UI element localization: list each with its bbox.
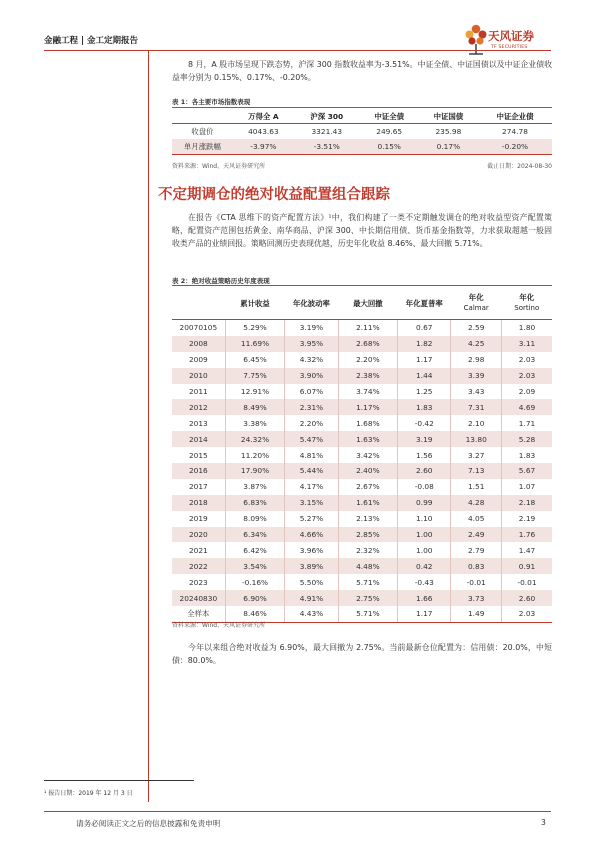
header-main: 累计收益 xyxy=(240,298,270,308)
table-cell: 3.11 xyxy=(502,336,552,352)
table-cell: 2.20% xyxy=(285,415,338,431)
table-cell: 4.69 xyxy=(502,399,552,415)
table-row xyxy=(172,415,552,431)
table-cell: 1.83 xyxy=(502,447,552,463)
table-cell: 8.09% xyxy=(225,511,285,527)
table-cell: -3.51% xyxy=(294,139,360,155)
table-cell: 3.15% xyxy=(285,495,338,511)
table-cell: 2.03 xyxy=(502,352,552,368)
table-cell: 2023 xyxy=(188,577,208,587)
table-cell: -0.42 xyxy=(398,415,451,431)
table-cell: 274.78 xyxy=(502,127,528,136)
strategy-performance-table xyxy=(172,287,552,623)
table-cell: 3.19 xyxy=(398,431,451,447)
table-cell: 2.38% xyxy=(338,368,398,384)
table-row xyxy=(172,574,552,590)
table-cell: 1.17% xyxy=(338,399,398,415)
table-cell: 1.44 xyxy=(398,368,451,384)
table1-header-cell: 中证国债 xyxy=(419,109,478,124)
header-main: 最大回撤 xyxy=(353,298,383,308)
table-row xyxy=(172,139,552,155)
table-cell: 4.66% xyxy=(285,527,338,543)
table-cell: 2.11% xyxy=(338,320,398,336)
table-cell: 2.40% xyxy=(338,463,398,479)
table-cell: 1.61% xyxy=(338,495,398,511)
table-cell: 2.20% xyxy=(338,352,398,368)
table2-header-cell xyxy=(172,287,225,320)
data-cutoff-date: 截止日期：2024-08-30 xyxy=(487,163,552,170)
table-row xyxy=(172,399,552,415)
table-cell: 2009 xyxy=(188,355,208,365)
table-cell: 2.68% xyxy=(338,336,398,352)
table-row xyxy=(172,495,552,511)
table-cell: 2022 xyxy=(172,558,225,574)
table-cell: 17.90% xyxy=(225,463,285,479)
table-row xyxy=(172,352,552,368)
table-cell: 20070105 xyxy=(179,323,218,333)
table-row xyxy=(172,527,552,543)
table-cell: 1.49 xyxy=(451,606,502,622)
table-cell: 2.18 xyxy=(502,495,552,511)
footnote: ¹ 报告日期：2019 年 12 月 3 日 xyxy=(44,790,133,797)
header-main: 年化夏普率 xyxy=(405,298,443,308)
table-cell: 全样本 xyxy=(172,606,225,622)
table-cell: 20240830 xyxy=(172,590,225,606)
table-cell: 11.20% xyxy=(225,447,285,463)
table-cell: 2.60 xyxy=(502,590,552,606)
table-row xyxy=(172,542,552,558)
table-cell: 3.27 xyxy=(451,447,502,463)
table-cell: 收盘价 xyxy=(191,127,214,136)
table-cell: 2.03 xyxy=(502,606,552,622)
header-sub: Calmar xyxy=(463,304,489,312)
table-cell: 1.71 xyxy=(502,415,552,431)
table-cell: 2015 xyxy=(188,450,208,460)
table-cell: 1.00 xyxy=(398,542,451,558)
table-cell: 2.13% xyxy=(338,511,398,527)
report-header: 金融工程 | 金工定期报告 xyxy=(44,36,139,46)
position-summary-paragraph xyxy=(172,641,552,667)
table-cell: 0.67 xyxy=(398,320,451,336)
table2-caption-rule xyxy=(172,285,552,286)
table2-header-cell xyxy=(502,287,552,320)
page-number: 3 xyxy=(541,818,546,827)
table-cell: 5.28 xyxy=(502,431,552,447)
table-cell: 2.09 xyxy=(502,384,552,400)
table-cell: 2.75% xyxy=(338,590,398,606)
table-cell: 8.46% xyxy=(225,606,285,622)
table-cell: 3.74% xyxy=(338,384,398,400)
table-cell: 4.25 xyxy=(451,336,502,352)
paragraph-text: 今年以来组合绝对收益为 6.90%，最大回撤为 2.75%。当前最新仓位配置为：信用债：20.0%，中短债：80.0%。 xyxy=(172,643,552,665)
table-cell: 2020 xyxy=(172,527,225,543)
table-cell: -3.97% xyxy=(233,139,294,155)
table-cell: 5.67 xyxy=(502,463,552,479)
table-cell: 6.07% xyxy=(285,384,338,400)
table-cell: 11.69% xyxy=(225,336,285,352)
table-cell: 1.00 xyxy=(398,527,451,543)
table-cell: -0.01 xyxy=(502,574,552,590)
source-text: 资料来源：Wind、天风证券研究所 xyxy=(172,163,266,170)
table-cell: 2.98 xyxy=(451,352,502,368)
table-cell: 2012 xyxy=(172,399,225,415)
footer-rule xyxy=(44,811,551,812)
table-cell: 24.32% xyxy=(225,431,285,447)
table-cell: 2.79 xyxy=(451,542,502,558)
table-cell: 2013 xyxy=(188,418,208,428)
table-row xyxy=(172,479,552,495)
table-cell: 2.49 xyxy=(451,527,502,543)
table-cell: 2011 xyxy=(188,387,208,396)
table-cell: 0.99 xyxy=(398,495,451,511)
table-cell: 2014 xyxy=(172,431,225,447)
table-cell: 4.81% xyxy=(285,447,338,463)
table-cell: 4.28 xyxy=(451,495,502,511)
table-cell: 2017 xyxy=(188,482,208,492)
table-cell: 235.98 xyxy=(435,127,462,136)
table-cell: 0.17% xyxy=(419,139,478,155)
logo-name-en: TF SECURITIES xyxy=(491,45,528,50)
table-cell: 1.63% xyxy=(338,431,398,447)
table-cell: 6.42% xyxy=(225,542,285,558)
table-cell: 1.82 xyxy=(398,336,451,352)
table-cell: 1.56 xyxy=(398,447,451,463)
table-cell: 2016 xyxy=(172,463,225,479)
table1-source xyxy=(172,161,552,170)
table1-header-cell: 万得全 A xyxy=(233,109,294,124)
footnote-rule xyxy=(44,780,194,781)
table-cell: 3.42% xyxy=(338,447,398,463)
table-cell: 1.83 xyxy=(398,399,451,415)
table2-header-cell xyxy=(225,287,285,320)
table-row xyxy=(172,463,552,479)
table-row xyxy=(172,336,552,352)
table1-caption-rule xyxy=(172,107,552,108)
table1-header-cell: 沪深 300 xyxy=(294,109,360,124)
table-cell: 3.95% xyxy=(285,336,338,352)
table-cell: 5.44% xyxy=(285,463,338,479)
table-cell: 4.43% xyxy=(285,606,338,622)
table-cell: 6.90% xyxy=(225,590,285,606)
table-row xyxy=(172,124,552,140)
table-cell: 1.47 xyxy=(502,542,552,558)
footer-disclaimer: 请务必阅读正文之后的信息披露和免责申明 xyxy=(76,819,221,828)
table1-header-cell: 中证全债 xyxy=(360,109,419,124)
table-cell: 2008 xyxy=(172,336,225,352)
table-cell: 8.49% xyxy=(225,399,285,415)
table-cell: 1.25 xyxy=(398,384,451,400)
table-cell: 3321.43 xyxy=(311,127,343,136)
table-row xyxy=(172,384,552,400)
market-summary-paragraph xyxy=(172,58,552,84)
header-main: 年化 xyxy=(468,293,484,302)
table-cell: 13.80 xyxy=(451,431,502,447)
table-cell: 12.91% xyxy=(225,384,285,400)
table-cell: 3.19% xyxy=(285,320,338,336)
table-cell: 1.17 xyxy=(398,606,451,622)
table-cell: 4.05 xyxy=(451,511,502,527)
header-main: 年化 xyxy=(519,293,535,302)
table-cell: 3.87% xyxy=(225,479,285,495)
table-row xyxy=(172,590,552,606)
table-cell: 2.19 xyxy=(502,511,552,527)
table2-caption: 表 2：绝对收益策略历史年度表现 xyxy=(172,277,270,285)
table-cell: 6.83% xyxy=(225,495,285,511)
table-cell: -0.08 xyxy=(398,479,451,495)
table-cell: 4.91% xyxy=(285,590,338,606)
table-cell: 2021 xyxy=(188,545,208,555)
table-cell: 3.90% xyxy=(285,368,338,384)
table-cell: 2010 xyxy=(172,368,225,384)
table-cell: 3.89% xyxy=(285,558,338,574)
table-cell: 1.80 xyxy=(502,320,552,336)
table-cell: 0.42 xyxy=(398,558,451,574)
strategy-description-paragraph xyxy=(172,211,552,250)
table-cell: 5.47% xyxy=(285,431,338,447)
table-cell: 2.85% xyxy=(338,527,398,543)
table-cell: 6.34% xyxy=(225,527,285,543)
table-cell: 2.59 xyxy=(451,320,502,336)
table2-header-cell xyxy=(398,287,451,320)
table-cell: 1.10 xyxy=(398,511,451,527)
table-row xyxy=(172,447,552,463)
table-cell: 1.76 xyxy=(502,527,552,543)
table2-header-cell xyxy=(451,287,502,320)
table-cell: 5.27% xyxy=(285,511,338,527)
table-cell: 4.17% xyxy=(285,479,338,495)
table-cell: 5.29% xyxy=(225,320,285,336)
table-cell: 3.73 xyxy=(451,590,502,606)
table-cell: 2.67% xyxy=(338,479,398,495)
header-main: 年化波动率 xyxy=(292,298,330,308)
table-cell: 0.15% xyxy=(360,139,419,155)
table-cell: 2.31% xyxy=(285,399,338,415)
table-cell: 1.07 xyxy=(502,479,552,495)
header-rule xyxy=(44,50,551,51)
table-cell: 4.48% xyxy=(338,558,398,574)
table1-header-cell xyxy=(172,109,233,124)
table-cell: 单月涨跌幅 xyxy=(172,139,233,155)
table-cell: 4043.63 xyxy=(248,127,279,136)
table-row xyxy=(172,558,552,574)
table1-header-cell: 中证企业债 xyxy=(478,109,552,124)
table-row xyxy=(172,368,552,384)
table-cell: 2018 xyxy=(172,495,225,511)
table-cell: 7.75% xyxy=(225,368,285,384)
table-row xyxy=(172,320,552,336)
table-cell: 2.10 xyxy=(451,415,502,431)
table-cell: 7.31 xyxy=(451,399,502,415)
margin-rule xyxy=(148,50,149,802)
table-cell: 0.83 xyxy=(451,558,502,574)
table-cell: 2.32% xyxy=(338,542,398,558)
table-cell: 1.66 xyxy=(398,590,451,606)
table-cell: 4.32% xyxy=(285,352,338,368)
table-cell: 3.39 xyxy=(451,368,502,384)
table-cell: 1.68% xyxy=(338,415,398,431)
market-index-table xyxy=(172,109,552,155)
table-row xyxy=(172,511,552,527)
table-cell: 3.96% xyxy=(285,542,338,558)
table-cell: 6.45% xyxy=(225,352,285,368)
table-cell: -0.20% xyxy=(478,139,552,155)
table-cell: 0.91 xyxy=(502,558,552,574)
table-cell: 2019 xyxy=(188,514,208,524)
logo-name-zh: 天风证券 xyxy=(488,29,534,43)
table-cell: 2.60 xyxy=(398,463,451,479)
table-row xyxy=(172,431,552,447)
table-cell: 3.43 xyxy=(451,384,502,400)
table-cell: 1.51 xyxy=(451,479,502,495)
paragraph-text: 8 月，A 股市场呈现下跌态势，沪深 300 指数收益率为-3.51%。中证全债、中证国债以及中证企业债收益率分别为 0.15%、0.17%、-0.20%。 xyxy=(172,60,552,82)
section-title: 不定期调仓的绝对收益配置组合跟踪 xyxy=(158,187,390,203)
paragraph-text: 在报告《CTA 思维下的资产配置方法》¹中，我们构建了一类不定期触发调仓的绝对收益型资产配置策略，配置资产范围包括黄金、南华商品、沪深 300、中长期信用债、货币基金指数等，力求获取超越一般固收类产品的业绩回报。策略回测历史表现优越，历史年化收益 8.46%、最大回撤 5.71%。 xyxy=(172,213,552,248)
table-cell: -0.43 xyxy=(398,574,451,590)
table2-header-cell xyxy=(285,287,338,320)
header-sub: Sortino xyxy=(514,304,540,312)
table-cell: 5.71% xyxy=(338,606,398,622)
table-cell: 1.17 xyxy=(398,352,451,368)
table-cell: 5.50% xyxy=(285,574,338,590)
table-cell: 5.71% xyxy=(338,574,398,590)
table2-source xyxy=(172,620,552,629)
table-cell: 249.65 xyxy=(376,127,403,136)
table1-caption: 表 1：各主要市场指数表现 xyxy=(172,98,251,106)
table-cell: 3.54% xyxy=(225,558,285,574)
table-cell: 7.13 xyxy=(451,463,502,479)
table2-header-cell xyxy=(338,287,398,320)
source-text: 资料来源：Wind、天风证券研究所 xyxy=(172,622,266,629)
table-cell: -0.01 xyxy=(451,574,502,590)
table-cell: 2.03 xyxy=(502,368,552,384)
table-cell: -0.16% xyxy=(225,574,285,590)
table-cell: 3.38% xyxy=(225,415,285,431)
